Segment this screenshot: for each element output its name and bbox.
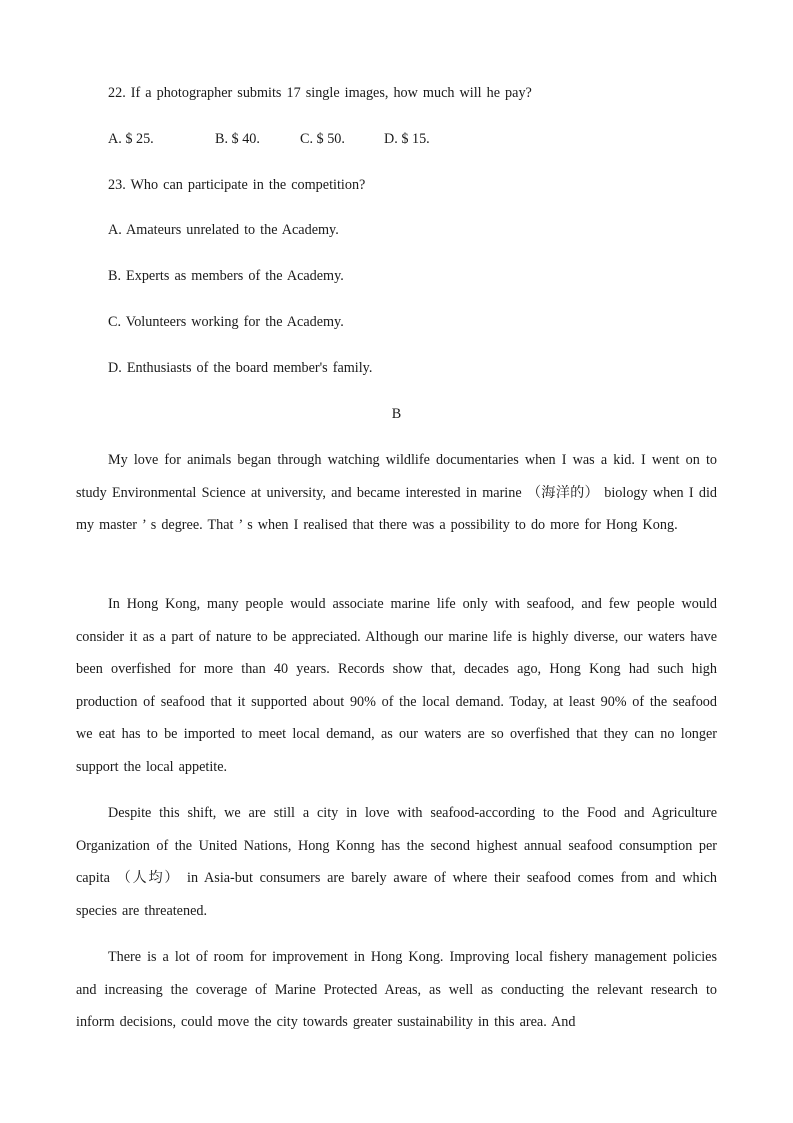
question-23-option-a: A. Amateurs unrelated to the Academy. xyxy=(108,222,339,238)
question-22-option-a: A. $ 25. xyxy=(108,131,154,147)
question-22-option-b: B. $ 40. xyxy=(215,131,260,147)
passage-paragraph-4: There is a lot of room for improvement in Hong Kong. Improving local fishery management policies and increasing the coverage of Marine Protected Areas, as well as conducting the relevant research to inform decisions, could move the city towards greater sustainability in this area. And xyxy=(76,949,717,1031)
question-22-option-d: D. $ 15. xyxy=(384,131,430,147)
question-23-option-d: D. Enthusiasts of the board member's family. xyxy=(108,360,373,376)
question-22-option-c: C. $ 50. xyxy=(300,131,345,147)
passage-paragraph-1: My love for animals began through watching wildlife documentaries when I was a kid. I went on to study Environmental Science at university, and became interested in marine （海洋的） biology when I did my master ’ s degree. That ’ s when I realised that there was a possibility to do more for Hong Kong. xyxy=(76,452,717,534)
passage-paragraph-3: Despite this shift, we are still a city in love with seafood-according to the Food and Agriculture Organization of the United Nations, Hong Konng has the second highest annual seafood consumption per capita （人均） in Asia-but consumers are barely aware of where their seafood comes from and which species are threatened. xyxy=(76,805,717,919)
question-23-option-c: C. Volunteers working for the Academy. xyxy=(108,314,344,330)
question-23-stem: 23. Who can participate in the competition? xyxy=(108,177,366,193)
question-22-stem: 22. If a photographer submits 17 single images, how much will he pay? xyxy=(108,85,532,101)
passage-paragraph-2: In Hong Kong, many people would associate marine life only with seafood, and few people would consider it as a part of nature to be appreciated. Although our marine life is highly diverse, our waters have been overfished for more than 40 years. Records show that, decades ago, Hong Kong had such high production of seafood that it supported about 90% of the local demand. Today, at least 90% of the seafood we eat has to be imported to meet local demand, as our waters are so overfished that they can no longer support the local appetite. xyxy=(76,596,717,775)
section-b-heading: B xyxy=(391,406,402,422)
question-23-option-b: B. Experts as members of the Academy. xyxy=(108,268,344,284)
